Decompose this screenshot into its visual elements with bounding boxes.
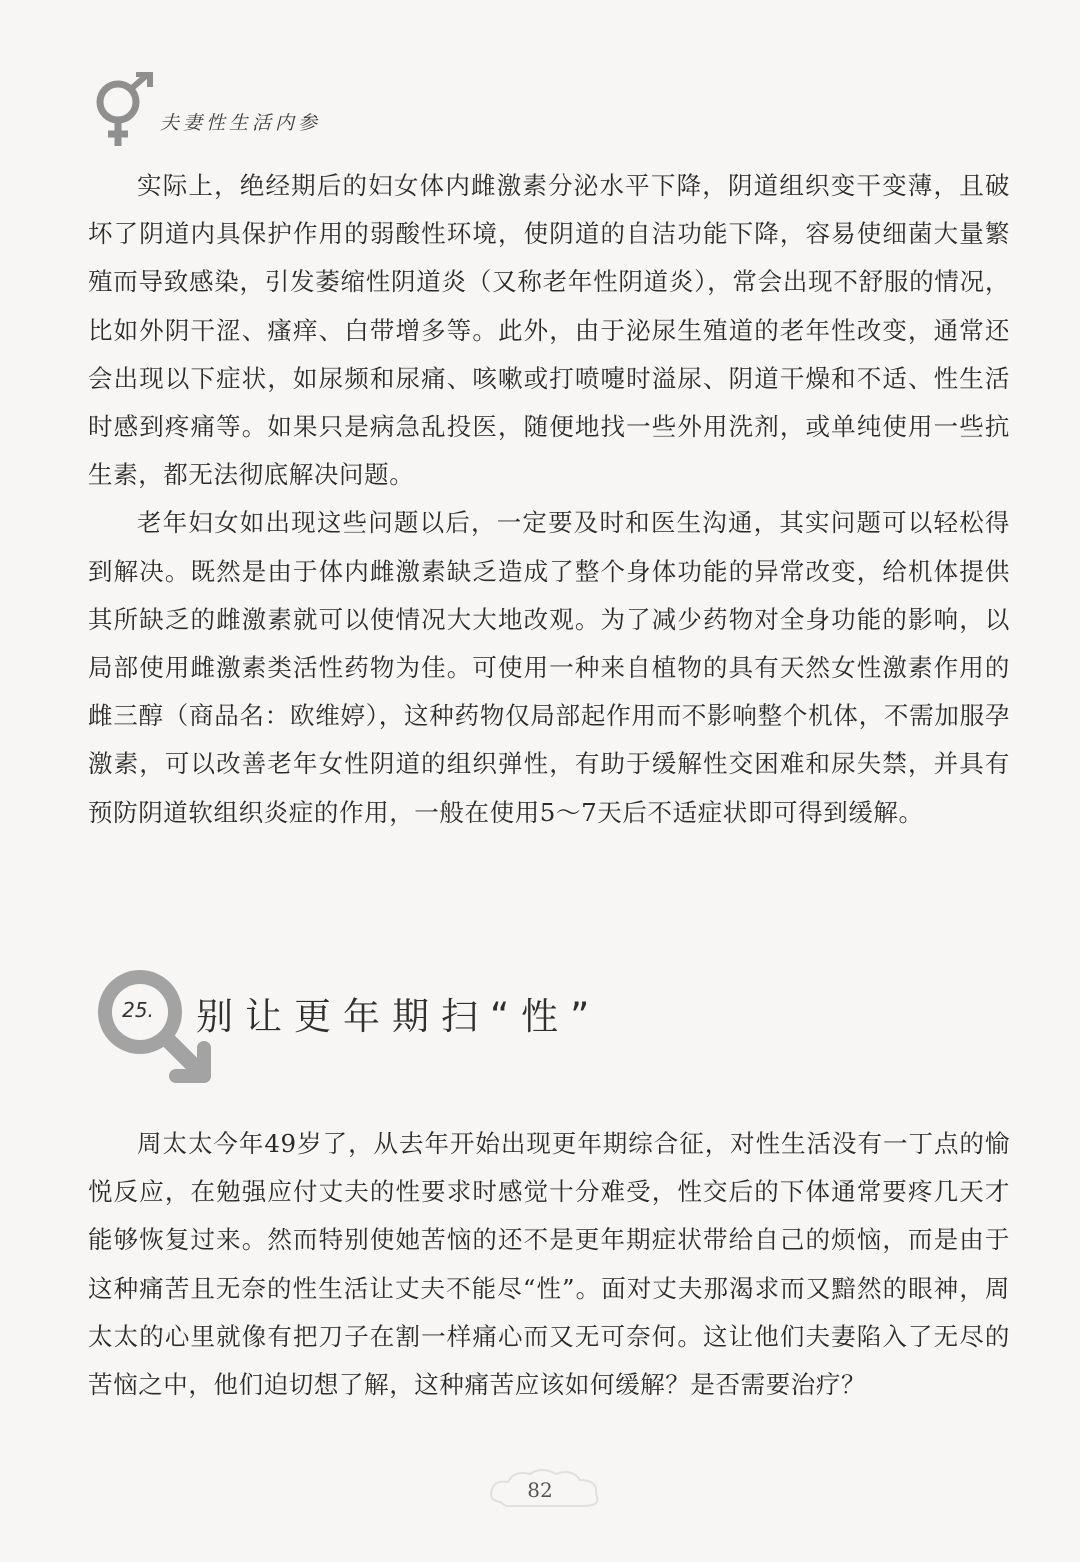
running-header-title: 夫妻性生活内参 [160, 112, 322, 134]
running-header [88, 72, 488, 152]
body-section-top [88, 162, 1010, 837]
paragraph: 周太太今年49岁了，从去年开始出现更年期综合征，对性生活没有一丁点的愉悦反应，在勉强应付丈夫的性要求时感觉十分难受，性交后的下体通常要疼几天才能够恢复过来。然而特别使她苦恼的还不是更年期症状带给自己的烦恼，而是由于这种痛苦且无奈的性生活让丈夫不能尽“性”。面对丈夫那渴求而又黯然的眼神，周太太的心里就像有把刀子在割一样痛心而又无可奈何。这让他们夫妻陷入了无尽的苦恼之中，他们迫切想了解，这种痛苦应该如何缓解？是否需要治疗？ [88, 1129, 1010, 1400]
section-heading [88, 960, 688, 1090]
section-title: 别让更年期扫“性” [196, 995, 602, 1038]
paragraph: 老年妇女如出现这些问题以后，一定要及时和医生沟通，其实问题可以轻松得到解决。既然是由于体内雌激素缺乏造成了整个身体功能的异常改变，给机体提供其所缺乏的雌激素就可以使情况大大地改观。为了减少药物对全身功能的影响，以局部使用雌激素类活性药物为佳。可使用一种来自植物的具有天然女性激素作用的雌三醇（商品名：欧维婷），这种药物仅局部起作用而不影响整个机体，不需加服孕激素，可以改善老年女性阴道的组织弹性，有助于缓解性交困难和尿失禁，并具有预防阴道软组织炎症的作用，一般在使用5～7天后不适症状即可得到缓解。 [88, 508, 1010, 827]
section-number: 25. [122, 998, 154, 1022]
body-section-bottom [88, 1120, 1010, 1409]
paragraph: 实际上，绝经期后的妇女体内雌激素分泌水平下降，阴道组织变干变薄，且破坏了阴道内具保护作用的弱酸性环境，使阴道的自洁功能下降，容易使细菌大量繁殖而导致感染，引发萎缩性阴道炎（又称老年性阴道炎），常会出现不舒服的情况，比如外阴干涩、瘙痒、白带增多等。此外，由于泌尿生殖道的老年性改变，通常还会出现以下症状，如尿频和尿痛、咳嗽或打喷嚏时溢尿、阴道干燥和不适、性生活时感到疼痛等。如果只是病急乱投医，随便地找一些外用洗剂，或单纯使用一些抗生素，都无法彻底解决问题。 [88, 171, 1010, 490]
page-number: 82 [527, 1478, 553, 1502]
gender-symbol-icon [88, 72, 158, 152]
